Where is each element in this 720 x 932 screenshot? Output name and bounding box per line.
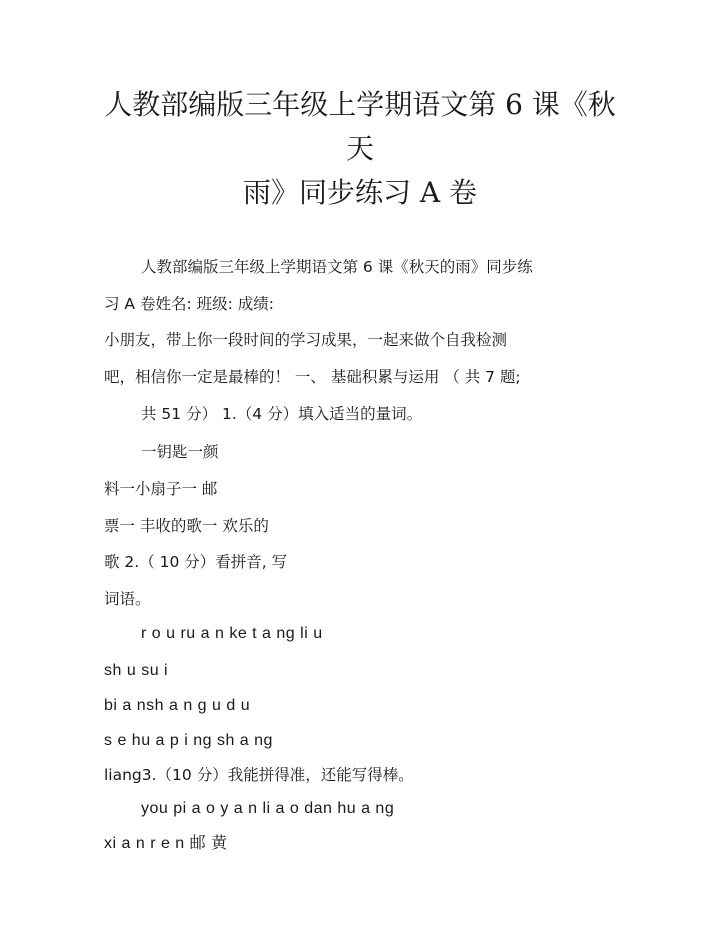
pinyin-line-2: sh u su i <box>104 662 169 679</box>
intro-line-2: 习 A 卷姓名: 班级: 成绩: <box>104 295 274 313</box>
pinyin-line-6: xi a n r e n 邮 黄 <box>104 835 228 852</box>
intro-line-3: 小朋友，带上你一段时间的学习成果，一起来做个自我检测 <box>104 331 508 349</box>
question-1-item-3: 票一 丰收的歌一 欢乐的 <box>104 517 269 535</box>
question-3-heading: liang3.（10 分）我能拼得准，还能写得棒。 <box>104 766 414 784</box>
document-title-line-2: 天 <box>345 132 374 165</box>
question-2-heading: 歌 2.（ 10 分）看拼音, 写 <box>104 553 288 571</box>
document-title-line-3: 雨》同步练习 A 卷 <box>242 176 478 209</box>
intro-line-1: 人教部编版三年级上学期语文第 6 课《秋天的雨》同步练 <box>141 258 533 276</box>
question-1-item-1: 一钥匙一颜 <box>141 443 219 461</box>
question-1-item-2: 料一小扇子一 邮 <box>104 480 218 498</box>
pinyin-line-5: you pi a o y a n li a o dan hu a ng <box>141 800 395 817</box>
pinyin-line-1: r o u ru a n ke t a ng li u <box>141 625 323 642</box>
pinyin-line-4: s e hu a p i ng sh a ng <box>104 732 273 749</box>
question-2-heading-cont: 词语。 <box>104 590 151 608</box>
document-title-line-1: 人教部编版三年级上学期语文第 6 课《秋 <box>104 88 616 121</box>
pinyin-line-3: bi a nsh a n g u d u <box>104 697 251 714</box>
question-1-heading: 共 51 分） 1.（4 分）填入适当的量词。 <box>141 405 423 423</box>
section-one-heading: 吧，相信你一定是最棒的！ 一、 基础积累与运用 （ 共 7 题; <box>104 368 521 386</box>
